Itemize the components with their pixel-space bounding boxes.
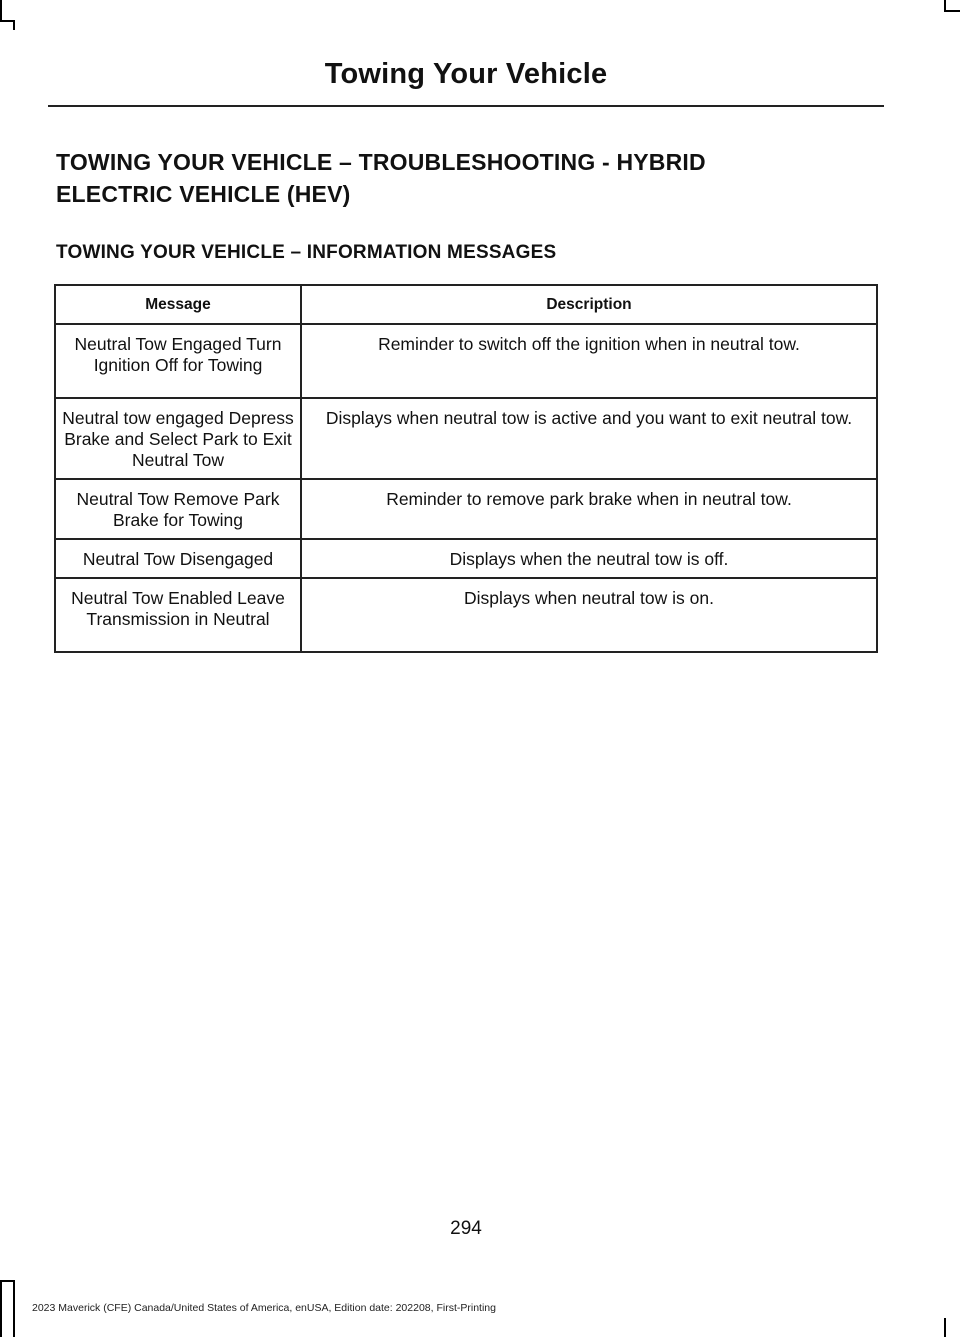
column-header-description: Description	[301, 285, 877, 324]
crop-mark	[0, 20, 14, 22]
section-title	[56, 146, 856, 210]
header-divider	[48, 105, 884, 107]
description-cell: Displays when neutral tow is on.	[301, 578, 877, 652]
table-row	[55, 578, 877, 652]
crop-mark	[0, 1280, 2, 1337]
description-cell: Displays when the neutral tow is off.	[301, 539, 877, 578]
section-title-line: ELECTRIC VEHICLE (HEV)	[56, 181, 351, 207]
description-cell: Displays when neutral tow is active and you want to exit neutral tow.	[301, 398, 877, 479]
crop-mark	[944, 1318, 946, 1337]
table-row	[55, 324, 877, 398]
description-cell: Reminder to remove park brake when in neutral tow.	[301, 479, 877, 539]
crop-mark	[13, 20, 15, 30]
information-messages-table	[54, 284, 878, 653]
table-row	[55, 398, 877, 479]
subsection-title: TOWING YOUR VEHICLE – INFORMATION MESSAGES	[56, 242, 557, 263]
table-header-row	[55, 285, 877, 324]
message-cell: Neutral Tow Engaged Turn Ignition Off for Towing	[55, 324, 301, 398]
crop-mark	[0, 0, 2, 22]
description-cell: Reminder to switch off the ignition when in neutral tow.	[301, 324, 877, 398]
message-cell: Neutral Tow Disengaged	[55, 539, 301, 578]
column-header-message: Message	[55, 285, 301, 324]
edition-footer: 2023 Maverick (CFE) Canada/United States of America, enUSA, Edition date: 202208, First-Printing	[32, 1302, 496, 1314]
message-cell: Neutral Tow Enabled Leave Transmission in Neutral	[55, 578, 301, 652]
table-row	[55, 539, 877, 578]
crop-mark	[0, 1280, 14, 1282]
page-number: 294	[450, 1218, 482, 1239]
crop-mark	[13, 1280, 15, 1337]
crop-mark	[944, 10, 960, 12]
message-cell: Neutral tow engaged Depress Brake and Select Park to Exit Neutral Tow	[55, 398, 301, 479]
message-cell: Neutral Tow Remove Park Brake for Towing	[55, 479, 301, 539]
running-header: Towing Your Vehicle	[324, 58, 608, 90]
table-row	[55, 479, 877, 539]
section-title-line: TOWING YOUR VEHICLE – TROUBLESHOOTING - HYBRID	[56, 149, 706, 175]
